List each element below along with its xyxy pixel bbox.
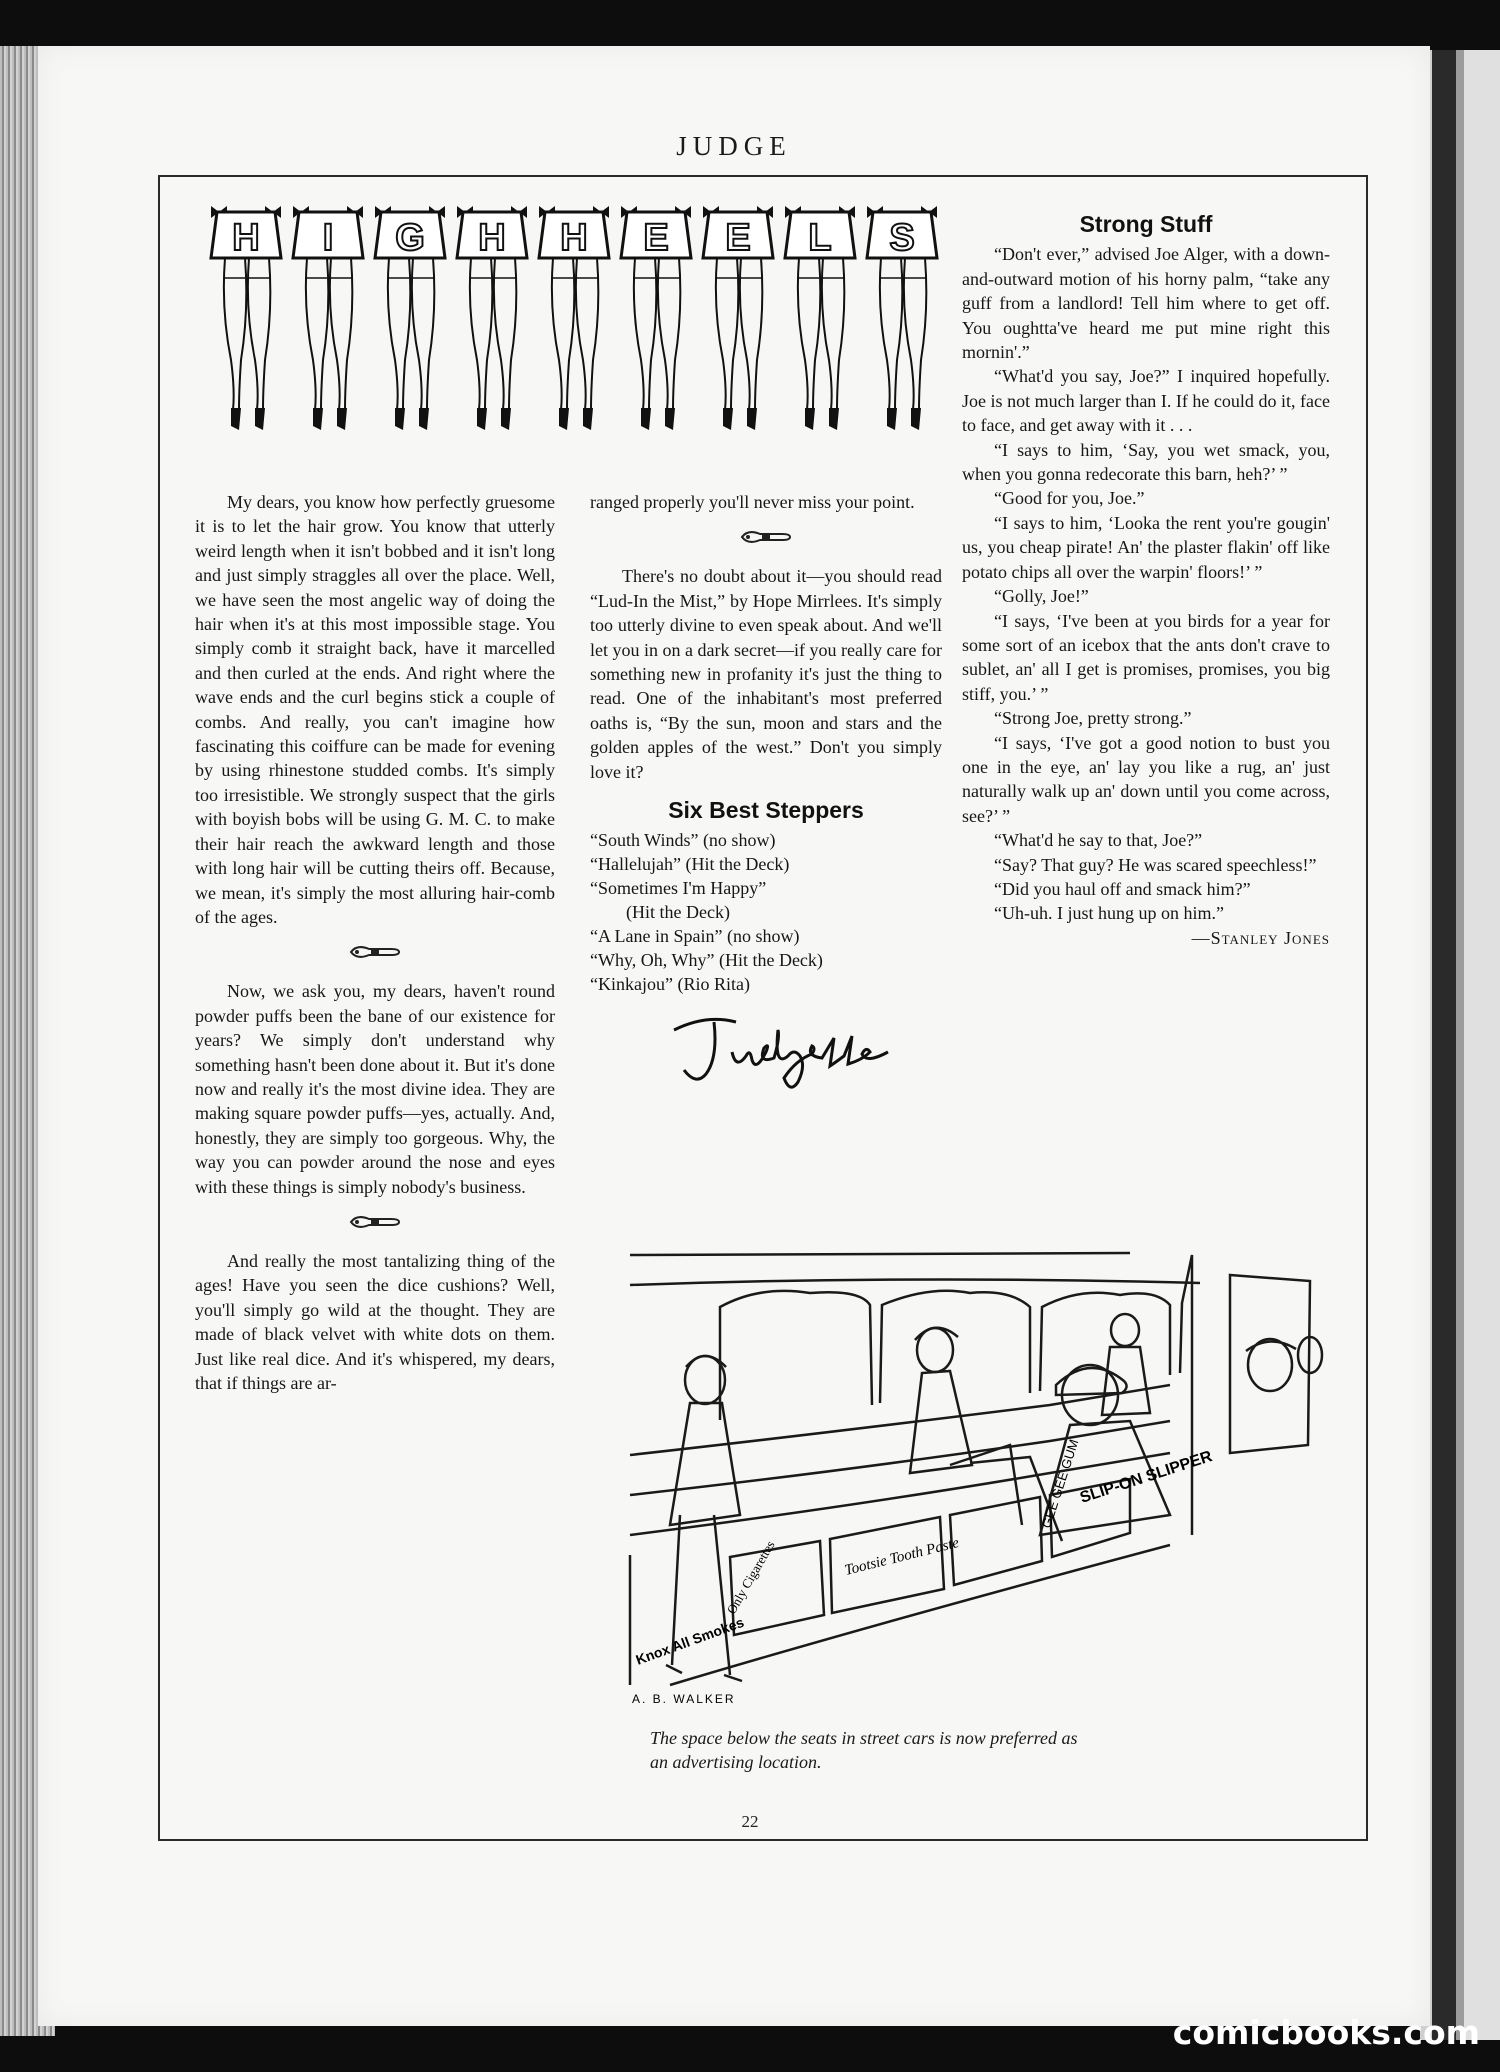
title-letter-panel bbox=[293, 206, 363, 430]
ad-toothpaste: Tootsie Tooth Paste bbox=[843, 1534, 961, 1579]
col1-paragraph-2: Now, we ask you, my dears, haven't round powder puffs been the bane of our existence for years? We simply don't understand why something hasn't been done about it. But it's done now and really it's the most divine idea. They are making square powder puffs—yes, actually. And, honestly, they are simply too gorgeous. Why, the way you can powder around the nose and eyes with these things is simply nobody's business. bbox=[195, 981, 555, 1197]
story-paragraph: “I says, ‘I've been at you birds for a year for some sort of an icebox that the ants don't crave to sublet, an' all I get is promises, promises, you big stiff, you.’ ” bbox=[962, 610, 1330, 704]
steppers-heading: Six Best Steppers bbox=[668, 797, 864, 824]
byline: —Stanley Jones bbox=[1191, 927, 1330, 948]
col1-paragraph-3: And really the most tantalizing thing of the ages! Have you seen the dice cushions? Well, you'll simply go wild at the thought. They are made of black velvet with white dots on them. Just like real dice. And it's whispered, my dears, that if things are ar- bbox=[195, 1250, 555, 1393]
ad-cigarettes: Only Cigarettes bbox=[723, 1538, 778, 1617]
col1-paragraph-1: My dears, you know how perfectly gruesome it is to let the hair grow. You know that utterly weird length when it isn't bobbed and it isn't long and just simply straggles all over the place. Well, we have seen the most angelic way of doing the hair when it's at this most impossible stage. You simply comb it straight back, have it marcelled and then curled at the ends. And right where the wave ends and the curl begins stick a couple of combs. And really, you can't imagine how fascinating this coiffure can be made for evening by using rhinestone studded combs. It's simply too irresistible. We strongly suspect that the girls with boyish bobs will be using G. M. C. to make their hair reach the awkward length and those with long hair will be cutting theirs off. Because, we mean, it's simply the most alluring hair-comb of the ages. bbox=[195, 492, 555, 927]
title-letter-panel bbox=[621, 206, 691, 430]
artist-signature: A. B. WALKER bbox=[632, 1692, 736, 1706]
story-paragraph: “What'd you say, Joe?” I inquired hopefully. Joe is not much larger than I. If he could do it, face to face, and get away with it . . . bbox=[962, 366, 1330, 436]
story-paragraph: “I says to him, ‘Looka the rent you're gougin' us, you cheap pirate! An' the plaster flakin' off like potato chips all over the warpin' floors!’ ” bbox=[962, 512, 1330, 582]
title-letter: E bbox=[643, 217, 669, 259]
title-letter: H bbox=[478, 217, 506, 259]
title-letter: H bbox=[232, 217, 260, 259]
story-paragraph: “Don't ever,” advised Joe Alger, with a down-and-outward motion of his horny palm, “take any guff from a landlord! Tell him where to get off. You oughtta've heard me put mine right this mornin'.” bbox=[962, 244, 1330, 363]
title-letter-panel bbox=[211, 206, 281, 430]
title-letter: S bbox=[889, 217, 915, 259]
title-letter-panel bbox=[785, 206, 855, 430]
col2-paragraph-1: ranged properly you'll never miss your point. bbox=[590, 492, 915, 512]
comb-ornament-icon bbox=[347, 1211, 403, 1233]
page-stack-right bbox=[1420, 50, 1500, 2040]
steppers-list bbox=[590, 828, 942, 996]
ad-slipper: SLIP-ON SLIPPER bbox=[1077, 1448, 1215, 1507]
title-letter-panel bbox=[375, 206, 445, 430]
title-letter-panel bbox=[539, 206, 609, 430]
stepper-item: “Sometimes I'm Happy” bbox=[590, 878, 767, 899]
column-1 bbox=[195, 490, 555, 1395]
story-paragraph: “Strong Joe, pretty strong.” bbox=[994, 708, 1192, 729]
stepper-item: “Kinkajou” (Rio Rita) bbox=[590, 974, 750, 995]
caption-line: The space below the seats in street cars is now preferred as bbox=[650, 1728, 1078, 1748]
column-3 bbox=[962, 212, 1330, 950]
comb-ornament-icon bbox=[347, 941, 403, 963]
column-2 bbox=[590, 490, 942, 1098]
page-number: 22 bbox=[741, 1812, 759, 1831]
stepper-item: (Hit the Deck) bbox=[626, 902, 730, 923]
story-paragraph: “I says to him, ‘Say, you wet smack, you, when you gonna redecorate this barn, heh?’ ” bbox=[962, 439, 1330, 485]
running-head: JUDGE bbox=[676, 131, 792, 161]
comb-ornament-icon bbox=[738, 526, 794, 548]
ad-smokes: Knox All Smokes bbox=[633, 1613, 747, 1668]
title-letter-panel bbox=[457, 206, 527, 430]
story-paragraph: “Golly, Joe!” bbox=[994, 586, 1089, 607]
watermark: comicbooks.com bbox=[1172, 2013, 1480, 2052]
story-paragraph: “Uh-uh. I just hung up on him.” bbox=[994, 903, 1224, 924]
streetcar-illustration bbox=[610, 1245, 1330, 1715]
high-heels-title-art bbox=[195, 200, 945, 450]
stepper-item: “Why, Oh, Why” (Hit the Deck) bbox=[590, 950, 823, 971]
title-letter: G bbox=[395, 217, 425, 259]
title-letter: I bbox=[322, 217, 334, 259]
story-paragraph: “Good for you, Joe.” bbox=[994, 488, 1145, 509]
illustration-caption bbox=[650, 1726, 1330, 1774]
title-letter: H bbox=[560, 217, 588, 259]
title-letter: E bbox=[725, 217, 751, 259]
story-paragraph: “What'd he say to that, Joe?” bbox=[994, 830, 1203, 851]
story-paragraph: “Say? That guy? He was scared speechless!” bbox=[994, 854, 1317, 875]
title-letter-panel bbox=[867, 206, 937, 430]
story-paragraph: “Did you haul off and smack him?” bbox=[994, 878, 1251, 899]
title-letter-panel bbox=[703, 206, 773, 430]
strong-stuff-heading: Strong Stuff bbox=[1079, 211, 1213, 237]
judgette-signature bbox=[666, 1008, 906, 1098]
stepper-item: “A Lane in Spain” (no show) bbox=[590, 926, 800, 947]
caption-line: an advertising location. bbox=[650, 1752, 822, 1772]
stepper-item: “South Winds” (no show) bbox=[590, 830, 776, 851]
col2-paragraph-2: There's no doubt about it—you should read “Lud-In the Mist,” by Hope Mirrlees. It's simply too utterly divine to even speak about. And we'll let you in on a dark secret—if you really care for something new in profanity it's just the thing to read. One of the inhabitant's most preferred oaths is, “By the sun, moon and stars and the golden apples of the west.” Don't you simply love it? bbox=[590, 566, 942, 782]
stepper-item: “Hallelujah” (Hit the Deck) bbox=[590, 854, 790, 875]
ad-gum: GEE GEE GUM bbox=[1038, 1437, 1082, 1530]
story-paragraph: “I says, ‘I've got a good notion to bust you one in the eye, an' lay you like a rug, an' just naturally walk up an' down until you come across, see?’ ” bbox=[962, 732, 1330, 826]
title-letter: L bbox=[808, 217, 832, 259]
